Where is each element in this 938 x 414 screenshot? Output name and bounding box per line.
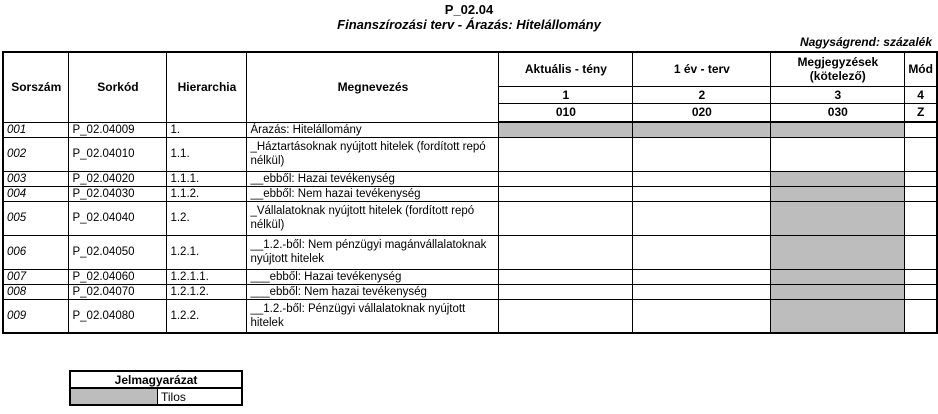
cell-forbidden bbox=[633, 122, 771, 137]
table-row bbox=[3, 171, 937, 186]
header-col2-code: 020 bbox=[633, 103, 771, 122]
row-hierarchia: 1.1.1. bbox=[167, 171, 247, 186]
row-hierarchia: 1.2.1. bbox=[167, 235, 247, 269]
row-label: _Háztartásoknak nyújtott hitelek (fordított repó nélkül) bbox=[247, 137, 499, 171]
header-sorszam: Sorszám bbox=[3, 52, 69, 122]
row-hierarchia: 1.2.1.2. bbox=[167, 284, 247, 299]
table-row bbox=[3, 284, 937, 299]
row-label: __1.2.-ből: Nem pénzügyi magánvállalatoknak nyújtott hitelek bbox=[247, 235, 499, 269]
header-col1-code: 010 bbox=[499, 103, 633, 122]
row-label: ___ebből: Hazai tevékenység bbox=[247, 269, 499, 284]
header-col1-num: 1 bbox=[499, 86, 633, 103]
cell-mod[interactable] bbox=[905, 171, 937, 186]
row-sorkod: P_02.04060 bbox=[69, 269, 167, 284]
row-sorkod: P_02.04080 bbox=[69, 299, 167, 333]
legend-item-label: Tilos bbox=[158, 388, 243, 405]
row-label: __1.2.-ből: Pénzügyi vállalatoknak nyújtott hitelek bbox=[247, 299, 499, 333]
legend bbox=[69, 370, 243, 406]
cell-input[interactable] bbox=[499, 186, 633, 201]
row-sorszam: 003 bbox=[3, 171, 69, 186]
cell-input[interactable] bbox=[499, 284, 633, 299]
cell-input[interactable] bbox=[633, 171, 771, 186]
data-table bbox=[2, 51, 938, 334]
row-label: ___ebből: Nem hazai tevékenység bbox=[247, 284, 499, 299]
row-sorkod: P_02.04009 bbox=[69, 122, 167, 137]
cell-input[interactable] bbox=[499, 201, 633, 235]
header-col1: Aktuális - tény bbox=[499, 52, 633, 86]
cell-input[interactable] bbox=[633, 269, 771, 284]
row-hierarchia: 1. bbox=[167, 122, 247, 137]
cell-forbidden bbox=[771, 269, 905, 284]
cell-input[interactable] bbox=[633, 299, 771, 333]
row-label: Árazás: Hitelállomány bbox=[247, 122, 499, 137]
cell-mod[interactable] bbox=[905, 137, 937, 171]
row-sorszam: 007 bbox=[3, 269, 69, 284]
cell-forbidden bbox=[771, 122, 905, 137]
form-code: P_02.04 bbox=[444, 2, 494, 17]
cell-input[interactable] bbox=[499, 235, 633, 269]
row-sorszam: 009 bbox=[3, 299, 69, 333]
row-sorszam: 008 bbox=[3, 284, 69, 299]
cell-input[interactable] bbox=[633, 201, 771, 235]
row-sorszam: 002 bbox=[3, 137, 69, 171]
cell-mod[interactable] bbox=[905, 269, 937, 284]
form-title: Finanszírozási terv - Árazás: Hitelállomány bbox=[337, 17, 601, 32]
legend-swatch bbox=[70, 388, 158, 405]
row-sorkod: P_02.04070 bbox=[69, 284, 167, 299]
row-label: __ebből: Nem hazai tevékenység bbox=[247, 186, 499, 201]
header-col3: Megjegyzések (kötelező) bbox=[771, 52, 905, 86]
row-hierarchia: 1.2.1.1. bbox=[167, 269, 247, 284]
cell-input[interactable] bbox=[633, 186, 771, 201]
legend-title: Jelmagyarázat bbox=[70, 371, 242, 388]
cell-forbidden bbox=[771, 171, 905, 186]
cell-forbidden bbox=[771, 284, 905, 299]
cell-input[interactable] bbox=[771, 137, 905, 171]
table-row bbox=[3, 201, 937, 235]
cell-mod[interactable] bbox=[905, 186, 937, 201]
row-label: __ebből: Hazai tevékenység bbox=[247, 171, 499, 186]
header-col4-code: Z bbox=[905, 103, 937, 122]
header-col2-num: 2 bbox=[633, 86, 771, 103]
table-row bbox=[3, 186, 937, 201]
header-col3-code: 030 bbox=[771, 103, 905, 122]
table-row bbox=[3, 269, 937, 284]
row-hierarchia: 1.2. bbox=[167, 201, 247, 235]
row-sorszam: 005 bbox=[3, 201, 69, 235]
table-row bbox=[3, 122, 937, 137]
cell-input[interactable] bbox=[633, 284, 771, 299]
cell-mod[interactable] bbox=[905, 284, 937, 299]
header-megnevezes: Megnevezés bbox=[247, 52, 499, 122]
table-row bbox=[3, 137, 937, 171]
header-sorkod: Sorkód bbox=[69, 52, 167, 122]
row-sorkod: P_02.04030 bbox=[69, 186, 167, 201]
cell-input[interactable] bbox=[499, 171, 633, 186]
cell-mod[interactable] bbox=[905, 201, 937, 235]
row-hierarchia: 1.2.2. bbox=[167, 299, 247, 333]
header-col4-num: 4 bbox=[905, 86, 937, 103]
cell-input[interactable] bbox=[633, 137, 771, 171]
cell-mod[interactable] bbox=[905, 299, 937, 333]
cell-forbidden bbox=[499, 122, 633, 137]
row-hierarchia: 1.1.2. bbox=[167, 186, 247, 201]
cell-input[interactable] bbox=[633, 235, 771, 269]
table-row bbox=[3, 235, 937, 269]
row-label: _Vállalatoknak nyújtott hitelek (fordított repó nélkül) bbox=[247, 201, 499, 235]
row-sorkod: P_02.04040 bbox=[69, 201, 167, 235]
cell-forbidden bbox=[771, 186, 905, 201]
row-sorszam: 004 bbox=[3, 186, 69, 201]
header-col3-num: 3 bbox=[771, 86, 905, 103]
header-hierarchia: Hierarchia bbox=[167, 52, 247, 122]
cell-forbidden bbox=[771, 201, 905, 235]
cell-input[interactable] bbox=[499, 269, 633, 284]
cell-forbidden bbox=[771, 299, 905, 333]
cell-mod[interactable] bbox=[905, 122, 937, 137]
header-col2: 1 év - terv bbox=[633, 52, 771, 86]
row-sorkod: P_02.04050 bbox=[69, 235, 167, 269]
row-sorkod: P_02.04020 bbox=[69, 171, 167, 186]
header-col4: Mód bbox=[905, 52, 937, 86]
row-sorkod: P_02.04010 bbox=[69, 137, 167, 171]
table-row bbox=[3, 299, 937, 333]
row-hierarchia: 1.1. bbox=[167, 137, 247, 171]
row-sorszam: 001 bbox=[3, 122, 69, 137]
cell-input[interactable] bbox=[499, 299, 633, 333]
cell-mod[interactable] bbox=[905, 235, 937, 269]
unit-label: Nagyságrend: százalék bbox=[799, 35, 932, 49]
cell-forbidden bbox=[771, 235, 905, 269]
row-sorszam: 006 bbox=[3, 235, 69, 269]
cell-input[interactable] bbox=[499, 137, 633, 171]
